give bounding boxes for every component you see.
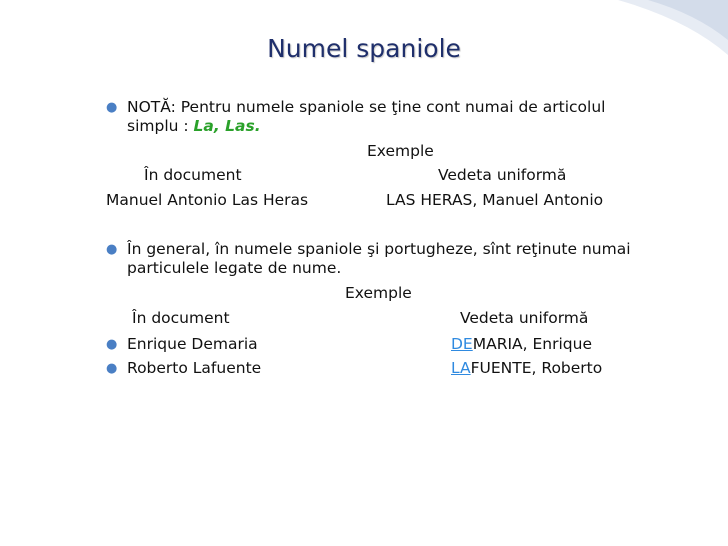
- column-header-uniform-2: Vedeta uniformă: [460, 309, 589, 327]
- uniform-rest: FUENTE, Roberto: [470, 359, 603, 377]
- particle-link[interactable]: LA: [451, 359, 471, 377]
- slide-title: Numel spaniole: [267, 34, 461, 63]
- note-prefix: simplu :: [127, 117, 194, 135]
- note-line-2: [127, 117, 261, 136]
- example-row-uniform: [451, 335, 592, 354]
- example-row-document: Enrique Demaria: [127, 335, 258, 353]
- examples-heading-2: Exemple: [345, 284, 412, 302]
- general-line-2: particulele legate de nume.: [127, 259, 342, 277]
- example-row-uniform: [451, 359, 602, 378]
- bullet-icon: ●: [106, 361, 118, 376]
- bullet-icon: ●: [106, 242, 118, 257]
- example-row-document: Roberto Lafuente: [127, 359, 262, 377]
- column-header-document-1: În document: [144, 166, 242, 184]
- example-document-name: Manuel Antonio Las Heras: [106, 191, 309, 209]
- column-header-uniform-1: Vedeta uniformă: [438, 166, 567, 184]
- uniform-rest: MARIA, Enrique: [472, 335, 593, 353]
- bullet-icon: ●: [106, 337, 118, 352]
- example-uniform-heading: LAS HERAS, Manuel Antonio: [386, 191, 604, 209]
- particle-link[interactable]: DE: [451, 335, 473, 353]
- general-line-1: În general, în numele spaniole şi portugheze, sînt reţinute numai: [127, 240, 631, 258]
- note-line-1: NOTĂ: Pentru numele spaniole se ţine cont numai de articolul: [127, 98, 606, 116]
- bullet-icon: ●: [106, 100, 118, 115]
- examples-heading-1: Exemple: [367, 142, 434, 160]
- note-highlight: La, Las.: [193, 117, 261, 135]
- column-header-document-2: În document: [132, 309, 230, 327]
